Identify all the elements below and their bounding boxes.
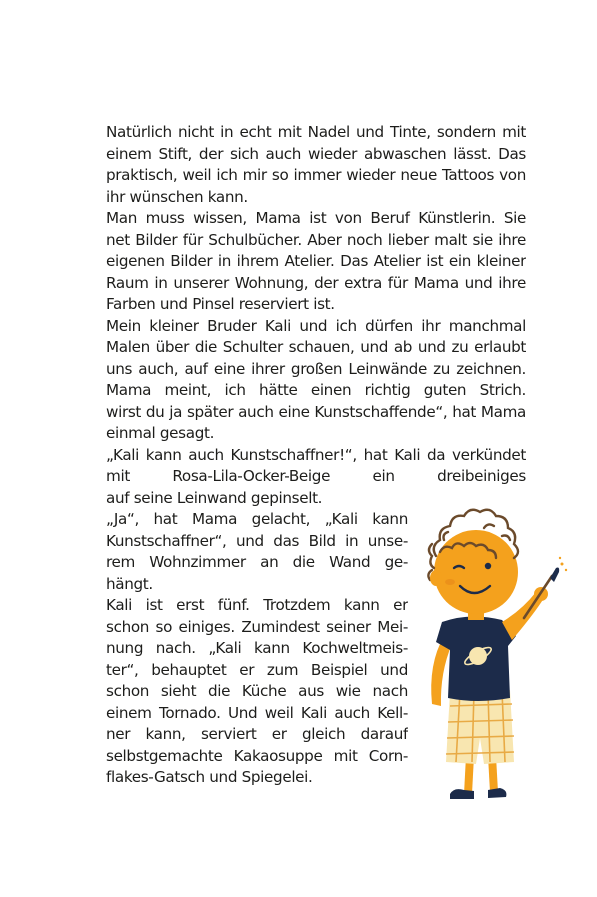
text-line: „Ja“, hat Mama gelacht, „Kali kann — [106, 510, 408, 528]
text-line: Man muss wissen, Mama ist von Beruf Künstlerin. Sie — [106, 209, 526, 227]
text-line: net Bilder für Schulbücher. Aber noch lieber malt sie ihre — [106, 230, 526, 249]
text-line: flakes-Gatsch und Spiegelei. — [106, 768, 313, 786]
text-line: einem Tornado. Und weil Kali auch Kell- — [106, 703, 408, 722]
text-line: Kunstschaffner“, und das Bild in unse- — [106, 531, 408, 550]
text-line: mit Rosa-Lila-Ocker-Beige ein dreibeiniges — [106, 467, 526, 485]
cheek — [445, 579, 455, 585]
text-line: uns auch, auf eine ihrer großen Leinwände zu zeichnen. — [106, 359, 526, 378]
text-line: einem Stift, der sich auch wieder abwaschen lässt. Das — [106, 144, 526, 163]
text-line: Natürlich nicht in echt mit Nadel und Tinte, sondern mit — [106, 123, 526, 141]
text-line: selbstgemachte Kakaosuppe mit Corn- — [106, 746, 408, 765]
paintbrush-icon — [524, 557, 567, 618]
text-line: nung nach. „Kali kann Kochweltmeis- — [106, 639, 408, 657]
text-line: praktisch, weil ich mir so immer wieder neue Tattoos von — [106, 166, 526, 184]
text-line: Kali ist erst fünf. Trotzdem kann er — [106, 596, 408, 614]
text-line: schon so einiges. Zumindest seiner Mei- — [106, 617, 408, 636]
text-line: ter“, behauptet er zum Beispiel und — [106, 660, 408, 679]
text-line: auf seine Leinwand gepinselt. — [106, 488, 323, 507]
text-line: einmal gesagt. — [106, 424, 215, 442]
head — [434, 530, 518, 614]
text-line: Raum in unserer Wohnung, der extra für Mama und ihre — [106, 273, 526, 292]
text-line: schon sieht die Küche aus wie nach — [106, 682, 408, 700]
text-line: Farben und Pinsel reserviert ist. — [106, 295, 335, 313]
open-eye — [485, 563, 491, 569]
text-line: „Kali kann auch Kunstschaffner!“, hat Kali da verkündet — [106, 445, 526, 464]
text-line: eigenen Bilder in ihrem Atelier. Das Atelier ist ein kleiner — [106, 252, 526, 270]
text-line: rem Wohnzimmer an die Wand ge- — [106, 553, 408, 571]
boy-with-paintbrush-illustration — [384, 494, 570, 810]
text-line: ner kann, serviert er gleich darauf — [106, 725, 408, 743]
text-line: hängt. — [106, 574, 153, 593]
text-line: Malen über die Schulter schauen, und ab und zu erlaubt — [106, 338, 526, 356]
text-line: Mein kleiner Bruder Kali und ich dürfen ihr manchmal — [106, 316, 526, 335]
text-line: ihr wünschen kann. — [106, 187, 248, 206]
text-line: Mama meint, ich hätte einen richtig guten Strich. — [106, 381, 526, 399]
ear — [430, 570, 442, 586]
text-line: wirst du ja später auch eine Kunstschaffende“, hat Mama — [106, 402, 526, 421]
